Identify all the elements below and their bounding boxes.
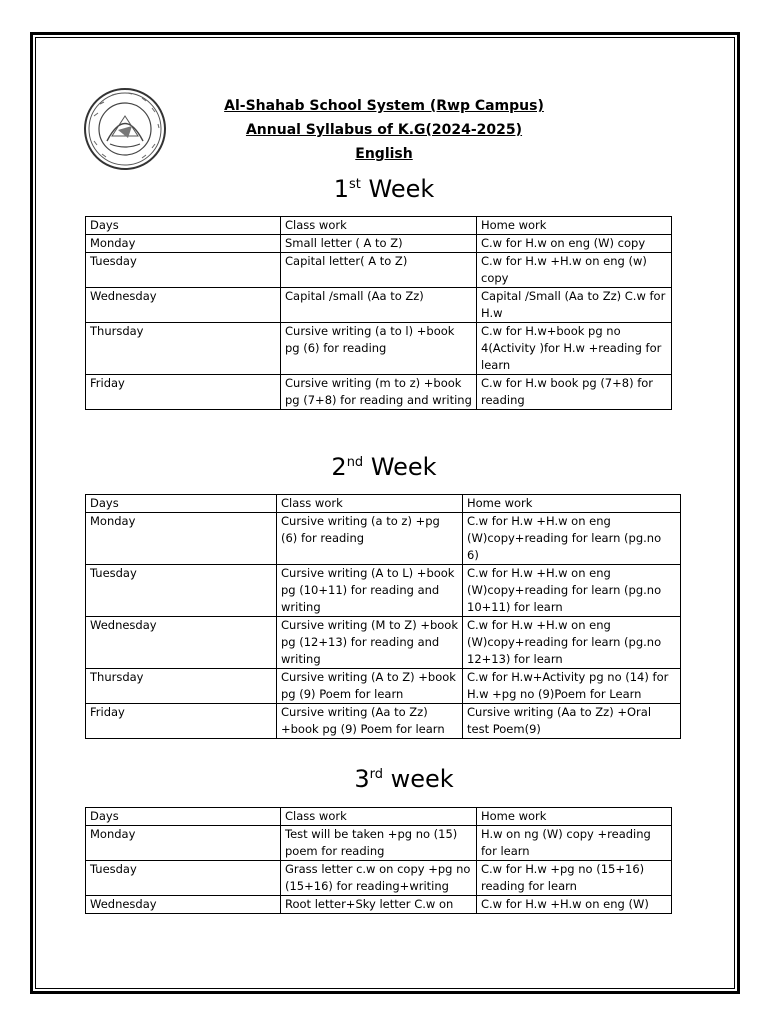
class-work-cell: Cursive writing (A to L) +book pg (10+11) for reading and writing bbox=[277, 565, 463, 617]
home-work-cell: C.w for H.w +H.w on eng (w) copy bbox=[477, 253, 672, 288]
week-2-title: 2nd Week bbox=[331, 453, 437, 481]
class-work-cell: Cursive writing (Aa to Zz) +book pg (9) Poem for learn bbox=[277, 704, 463, 739]
class-work-cell: Small letter ( A to Z) bbox=[281, 235, 477, 253]
day-cell: Thursday bbox=[86, 669, 277, 704]
home-work-cell: Capital /Small (Aa to Zz) C.w for H.w bbox=[477, 288, 672, 323]
day-cell: Friday bbox=[86, 375, 281, 410]
home-work-cell: C.w for H.w +pg no (15+16) reading for learn bbox=[477, 861, 672, 896]
home-work-cell: C.w for H.w book pg (7+8) for reading bbox=[477, 375, 672, 410]
column-header: Class work bbox=[281, 808, 477, 826]
table-row bbox=[86, 375, 672, 410]
day-cell: Thursday bbox=[86, 323, 281, 375]
week-3-title: 3rd week bbox=[354, 765, 454, 793]
column-header: Home work bbox=[463, 495, 681, 513]
home-work-cell: C.w for H.w +H.w on eng (W)copy+reading for learn (pg.no 10+11) for learn bbox=[463, 565, 681, 617]
table-row bbox=[86, 669, 681, 704]
table-header-row bbox=[86, 808, 672, 826]
home-work-cell: C.w for H.w +H.w on eng (W) bbox=[477, 896, 672, 914]
table-row bbox=[86, 861, 672, 896]
column-header: Class work bbox=[277, 495, 463, 513]
table-row bbox=[86, 235, 672, 253]
column-header: Home work bbox=[477, 808, 672, 826]
home-work-cell: C.w for H.w+book pg no 4(Activity )for H.w +reading for learn bbox=[477, 323, 672, 375]
table-row bbox=[86, 617, 681, 669]
week-1-title: 1st Week bbox=[333, 175, 435, 203]
syllabus-title: Annual Syllabus of K.G(2024-2025) bbox=[245, 122, 523, 138]
table-row bbox=[86, 704, 681, 739]
column-header: Class work bbox=[281, 217, 477, 235]
day-cell: Monday bbox=[86, 826, 281, 861]
day-cell: Monday bbox=[86, 513, 277, 565]
subject-title: English bbox=[355, 146, 413, 162]
table-row bbox=[86, 288, 672, 323]
table-row bbox=[86, 323, 672, 375]
table-row bbox=[86, 513, 681, 565]
day-cell: Wednesday bbox=[86, 896, 281, 914]
table-row bbox=[86, 253, 672, 288]
class-work-cell: Cursive writing (M to Z) +book pg (12+13) for reading and writing bbox=[277, 617, 463, 669]
table-header-row bbox=[86, 495, 681, 513]
home-work-cell: C.w for H.w +H.w on eng (W)copy+reading for learn (pg.no 12+13) for learn bbox=[463, 617, 681, 669]
school-name: Al-Shahab School System (Rwp Campus) bbox=[224, 98, 544, 114]
table-row bbox=[86, 896, 672, 914]
day-cell: Tuesday bbox=[86, 861, 281, 896]
class-work-cell: Grass letter c.w on copy +pg no (15+16) for reading+writing bbox=[281, 861, 477, 896]
table-header-row bbox=[86, 217, 672, 235]
table-row bbox=[86, 826, 672, 861]
week-1-table bbox=[85, 216, 672, 410]
school-seal-logo bbox=[82, 86, 168, 172]
column-header: Days bbox=[86, 217, 281, 235]
class-work-cell: Cursive writing (a to z) +pg (6) for reading bbox=[277, 513, 463, 565]
day-cell: Friday bbox=[86, 704, 277, 739]
home-work-cell: C.w for H.w +H.w on eng (W)copy+reading for learn (pg.no 6) bbox=[463, 513, 681, 565]
week-3-table bbox=[85, 807, 672, 914]
day-cell: Tuesday bbox=[86, 565, 277, 617]
class-work-cell: Cursive writing (a to l) +book pg (6) for reading bbox=[281, 323, 477, 375]
home-work-cell: C.w for H.w on eng (W) copy bbox=[477, 235, 672, 253]
class-work-cell: Root letter+Sky letter C.w on bbox=[281, 896, 477, 914]
day-cell: Wednesday bbox=[86, 288, 281, 323]
class-work-cell: Cursive writing (m to z) +book pg (7+8) for reading and writing bbox=[281, 375, 477, 410]
column-header: Days bbox=[86, 808, 281, 826]
home-work-cell: Cursive writing (Aa to Zz) +Oral test Poem(9) bbox=[463, 704, 681, 739]
home-work-cell: H.w on ng (W) copy +reading for learn bbox=[477, 826, 672, 861]
day-cell: Tuesday bbox=[86, 253, 281, 288]
table-row bbox=[86, 565, 681, 617]
column-header: Home work bbox=[477, 217, 672, 235]
day-cell: Wednesday bbox=[86, 617, 277, 669]
week-2-table bbox=[85, 494, 681, 739]
class-work-cell: Capital letter( A to Z) bbox=[281, 253, 477, 288]
home-work-cell: C.w for H.w+Activity pg no (14) for H.w +pg no (9)Poem for Learn bbox=[463, 669, 681, 704]
class-work-cell: Test will be taken +pg no (15) poem for reading bbox=[281, 826, 477, 861]
class-work-cell: Cursive writing (A to Z) +book pg (9) Poem for learn bbox=[277, 669, 463, 704]
day-cell: Monday bbox=[86, 235, 281, 253]
column-header: Days bbox=[86, 495, 277, 513]
class-work-cell: Capital /small (Aa to Zz) bbox=[281, 288, 477, 323]
